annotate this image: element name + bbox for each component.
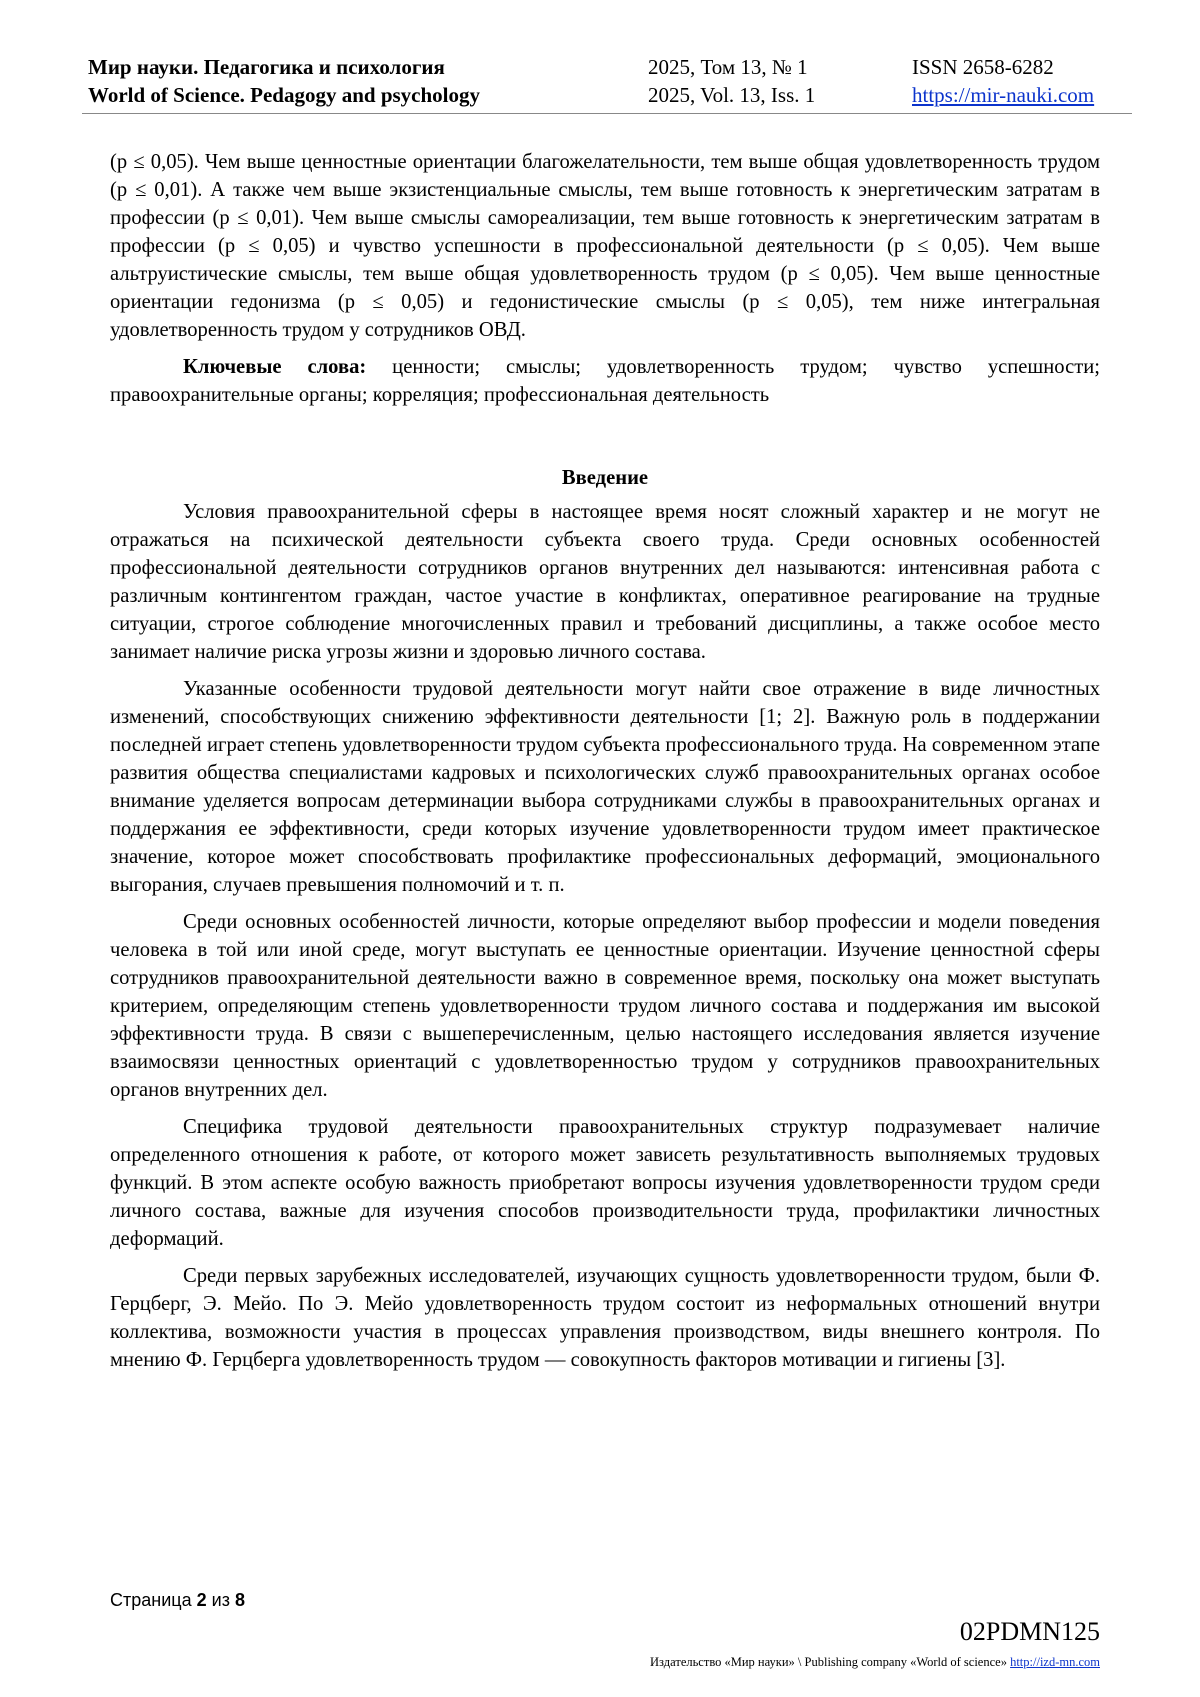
keywords-text: ценности; смыслы; удовлетворенность трудом; чувство успешности; правоохранительные органы; корреляция; профессиональная деятельность [110,356,1100,406]
paragraph: Специфика трудовой деятельности правоохранительных структур подразумевает наличие определенного отношения к работе, от которого может зависеть результативность выполняемых трудовых функций. В этом аспекте особую важность приобретают вопросы изучения удовлетворенности трудом среди личного состава, важные для изучения способов производительности труда, профилактики личностных деформаций. [110,1116,1100,1250]
volume-ru: 2025, Том 13, № 1 [648,55,808,79]
page-of: из [211,1590,230,1610]
issn-block [912,53,1094,109]
journal-site-link[interactable]: https://mir-nauki.com [912,83,1095,107]
publisher-name: Издательство «Мир науки» \ Publishing company «World of science» [650,1655,1007,1669]
volume-en: 2025, Vol. 13, Iss. 1 [648,83,816,107]
paragraph: Условия правоохранительной сферы в настоящее время носят сложный характер и не могут не отражаться на психической деятельности субъекта своего труда. Среди основных особенностей профессиональной деятельности сотрудников органов внутренних дел называются: интенсивная работа с различным контингентом граждан, частое участие в конфликтах, оперативное реагирование на трудные ситуации, строгое соблюдение многочисленных правил и требований дисциплины, а также особое место занимает наличие риска угрозы жизни и здоровью личного состава. [110,501,1100,663]
issn: ISSN 2658-6282 [912,55,1054,79]
abstract-tail: (р ≤ 0,05). Чем выше ценностные ориентации благожелательности, тем выше общая удовлетворенность трудом (р ≤ 0,01). А также чем выше экзистенциальные смыслы, тем выше готовность к энергетическим затратам в профессии (р ≤ 0,01). Чем выше смыслы самореализации, тем выше готовность к энергетическим затратам в профессии (р ≤ 0,05) и чувство успешности в профессиональной деятельности (р ≤ 0,05). Чем выше альтруистические смыслы, тем выше общая удовлетворенность трудом (р ≤ 0,05). Чем выше ценностные ориентации гедонизма (р ≤ 0,05) и гедонистические смыслы (р ≤ 0,05), тем ниже интегральная удовлетворенность трудом у сотрудников ОВД. [110,151,1100,341]
header-divider [82,113,1132,114]
volume-block [648,53,815,109]
page-total: 8 [234,1590,245,1610]
section-title: Введение [561,467,649,489]
article-code: 02PDMN125 [959,1617,1100,1646]
publisher-line [650,1655,1100,1670]
article-body [110,148,1100,1383]
journal-title-ru: Мир науки. Педагогика и психология [88,55,445,79]
page-number [110,1590,245,1611]
journal-title-block [88,53,480,109]
paragraph: Указанные особенности трудовой деятельности могут найти свое отражение в виде личностных изменений, способствующих снижению эффективности деятельности [1; 2]. Важную роль в поддержании последней играет степень удовлетворенности трудом субъекта профессионального труда. На современном этапе развития общества специалистами кадровых и психологических служб правоохранительных органах особое внимание уделяется вопросам детерминации выбора сотрудниками службы в правоохранительных органах и поддержания ее эффективности, среди которых изучение удовлетворенности трудом имеет практическое значение, которое может способствовать профилактике профессиональных деформаций, эмоционального выгорания, случаев превышения полномочий и т. п. [110,678,1100,896]
keywords-label: Ключевые слова: [183,356,367,378]
page-current: 2 [196,1590,207,1610]
paragraph: Среди основных особенностей личности, которые определяют выбор профессии и модели поведения человека в той или иной среде, могут выступать ее ценностные ориентации. Изучение ценностной сферы сотрудников правоохранительной деятельности важно в современное время, поскольку она может выступать критерием, определяющим степень удовлетворенности трудом личного состава и поддержания им высокой эффективности труда. В связи с вышеперечисленным, целью настоящего исследования является изучение взаимосвязи ценностных ориентаций с удовлетворенностью трудом у сотрудников правоохранительных органов внутренних дел. [110,911,1100,1101]
keywords [110,353,1100,409]
paragraph: Среди первых зарубежных исследователей, изучающих сущность удовлетворенности трудом, были Ф. Герцберг, Э. Мейо. По Э. Мейо удовлетворенность трудом состоит из неформальных отношений внутри коллектива, возможности участия в процессах управления производством, виды внешнего контроля. По мнению Ф. Герцберга удовлетворенность трудом — совокупность факторов мотивации и гигиены [3]. [110,1265,1100,1371]
journal-title-en: World of Science. Pedagogy and psychology [88,83,481,107]
page-word: Страница [110,1590,192,1610]
publisher-link[interactable]: http://izd-mn.com [1010,1655,1100,1669]
